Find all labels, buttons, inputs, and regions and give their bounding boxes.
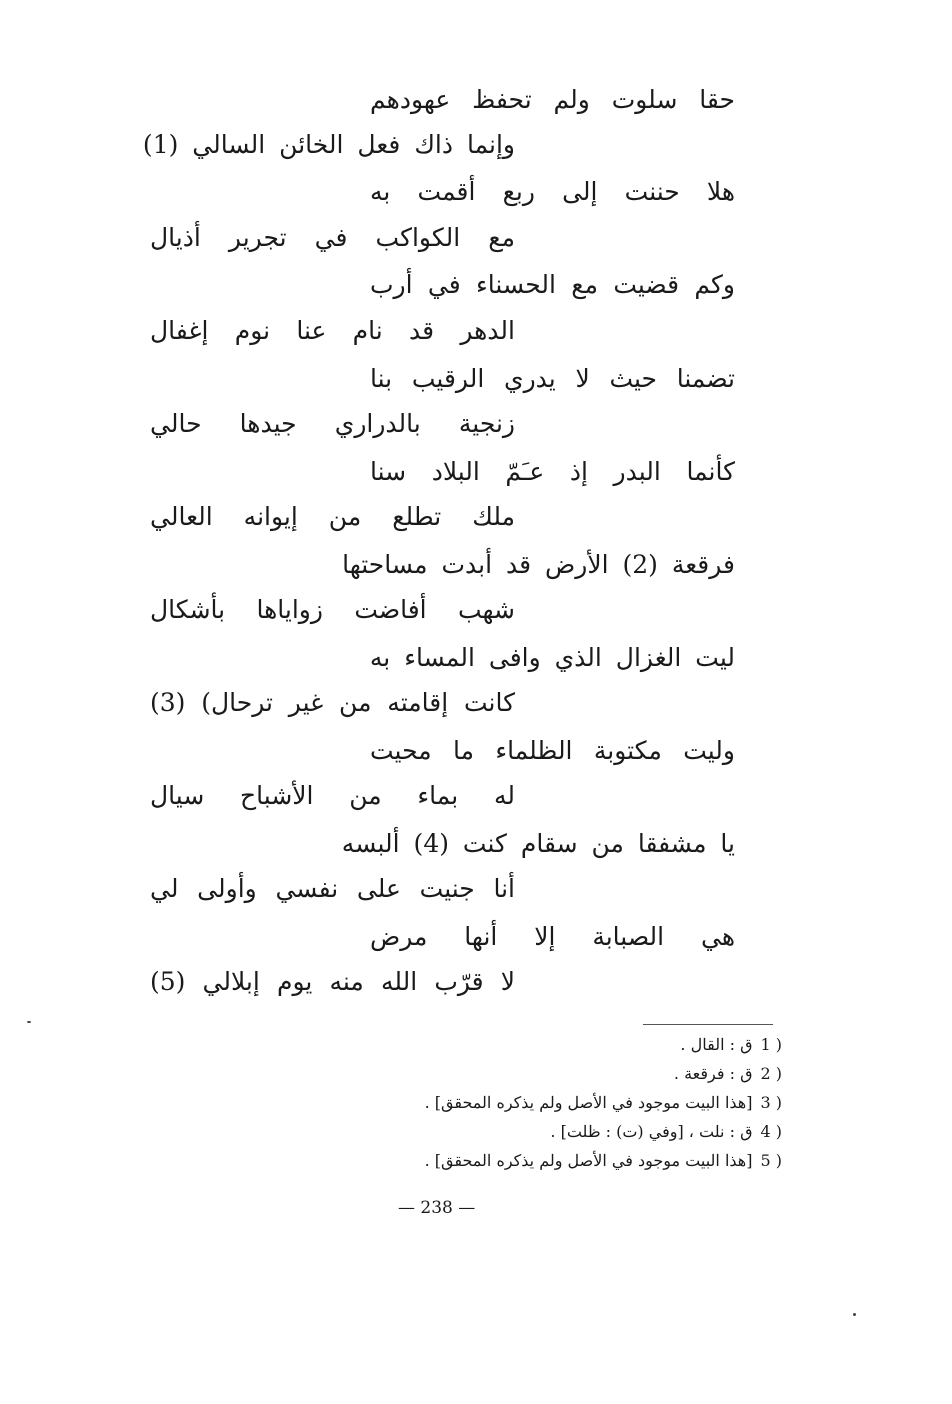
- footnote-number: 3 ): [760, 1093, 782, 1112]
- footnote-text: ق : فرقعة .: [673, 1064, 753, 1083]
- verse-7-second-hemistich: كانت إقامته من غير ترحال) (3): [150, 688, 515, 717]
- footnote-separator: [643, 1024, 773, 1025]
- footnote-text: [هذا البيت موجود في الأصل ولم يذكره المحقق] .: [424, 1151, 753, 1170]
- footnote-number: 2 ): [760, 1064, 782, 1083]
- verse-4-second-hemistich: زنجية بالدراري جيدها حالي: [150, 409, 515, 438]
- verse-9-second-hemistich: أنا جنيت على نفسي وأولى لي: [150, 874, 515, 903]
- verse-7-first-hemistich: ليت الغزال الذي وافى المساء به: [369, 643, 735, 672]
- verse-10-first-hemistich: هي الصبابة إلا أنها مرض: [370, 922, 735, 951]
- verse-6-second-hemistich: شهب أفاضت زواياها بأشكال: [150, 595, 515, 624]
- footnote-number: 4 ): [760, 1122, 782, 1141]
- footnote: [342, 1059, 782, 1088]
- verse-2-second-hemistich: مع الكواكب في تجرير أذيال: [150, 223, 515, 252]
- verse-8-second-hemistich: له بماء من الأشباح سيال: [150, 781, 515, 810]
- verse-6-first-hemistich: فرقعة (2) الأرض قد أبدت مساحتها: [342, 550, 735, 579]
- footnote: [342, 1088, 782, 1117]
- verse-1-second-hemistich: وإنما ذاك فعل الخائن السالي (1): [142, 130, 515, 159]
- verse-10-second-hemistich: لا قرّب الله منه يوم إبلالي (5): [150, 967, 515, 996]
- verse-9-first-hemistich: يا مشفقا من سقام كنت (4) ألبسه: [341, 829, 735, 858]
- footnote-text: ق : القال .: [680, 1035, 753, 1054]
- verse-5-second-hemistich: ملك تطلع من إيوانه العالي: [150, 502, 515, 531]
- verse-3-second-hemistich: الدهر قد نام عنا نوم إغفال: [150, 316, 515, 345]
- footnote-number: 1 ): [760, 1035, 782, 1054]
- footnote-text: ق : نلت ، [وفي (ت) : ظلت] .: [550, 1122, 753, 1141]
- verse-3-first-hemistich: وكم قضيت مع الحسناء في أرب: [370, 270, 735, 299]
- footnote-number: 5 ): [760, 1151, 782, 1170]
- footnote: [342, 1030, 782, 1059]
- footnote: [342, 1117, 782, 1146]
- page-number: — 238 —: [398, 1198, 476, 1218]
- scan-speck: [853, 1313, 856, 1316]
- scan-speck: [27, 1021, 31, 1023]
- verse-5-first-hemistich: كأنما البدر إذ عـَمّ البلاد سنا: [370, 457, 735, 486]
- verse-8-first-hemistich: وليت مكتوبة الظلماء ما محيت: [370, 736, 735, 765]
- verse-4-first-hemistich: تضمنا حيث لا يدري الرقيب بنا: [370, 364, 735, 393]
- verse-2-first-hemistich: هلا حننت إلى ربع أقمت به: [370, 177, 735, 206]
- footnote: [342, 1146, 782, 1175]
- footnotes: [342, 1030, 782, 1175]
- verse-1-first-hemistich: حقا سلوت ولم تحفظ عهودهم: [370, 85, 735, 114]
- footnote-text: [هذا البيت موجود في الأصل ولم يذكره المحقق] .: [424, 1093, 753, 1112]
